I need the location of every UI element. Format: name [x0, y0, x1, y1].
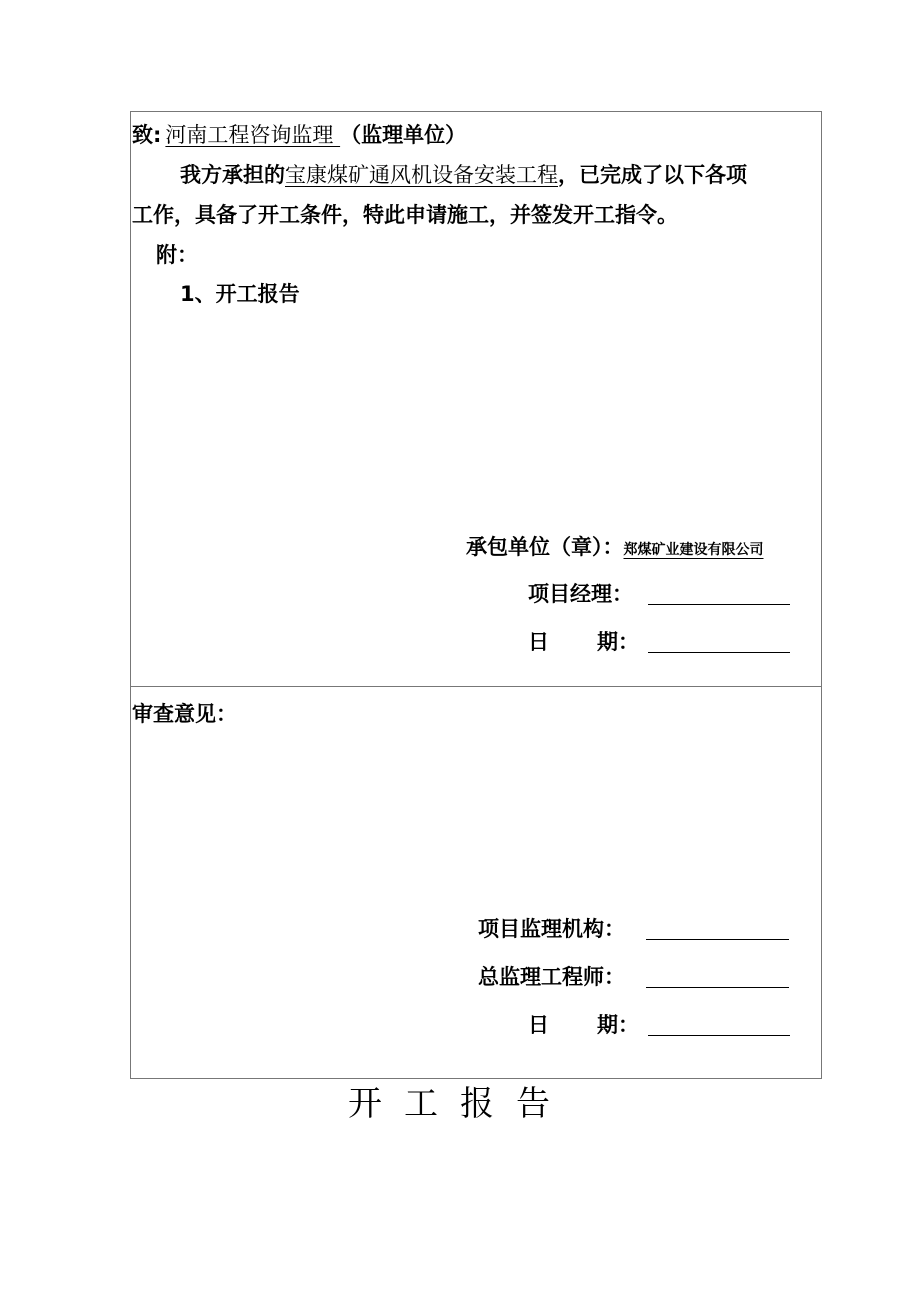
org-signature-field[interactable]	[646, 939, 789, 940]
attachment-label: 附：	[156, 243, 198, 267]
body-line1-rest: ，已完成了以下各项	[558, 163, 747, 187]
review-date-label-first: 日	[528, 1013, 549, 1037]
engineer-label: 总监理工程师：	[478, 965, 625, 989]
page-title: 开工报告	[348, 1084, 572, 1124]
date-label	[528, 627, 639, 657]
application-section	[130, 111, 822, 687]
engineer-signature-field[interactable]	[646, 987, 789, 988]
review-date-label-second: 期：	[597, 1013, 639, 1037]
attachment-item: 1、开工报告	[180, 282, 300, 306]
pm-label: 项目经理：	[528, 582, 633, 606]
to-prefix: 致:	[132, 123, 162, 147]
review-section	[130, 686, 822, 1079]
body-line-1	[180, 160, 747, 190]
review-date-field[interactable]	[648, 1035, 790, 1036]
addressee-line	[132, 120, 466, 150]
supervisor-suffix: （监理单位）	[340, 123, 467, 147]
project-name: 宝康煤矿通风机设备安装工程	[285, 163, 558, 187]
review-heading: 审查意见：	[132, 702, 237, 726]
date-label-second: 期：	[597, 630, 639, 654]
supervisor-name: 河南工程咨询监理	[165, 123, 341, 147]
contractor-name: 郑煤矿业建设有限公司	[623, 542, 764, 558]
contractor-line	[466, 532, 764, 565]
review-date-label	[528, 1010, 639, 1040]
date-field[interactable]	[648, 652, 790, 653]
pm-signature-field[interactable]	[648, 604, 790, 605]
date-label-first: 日	[528, 630, 549, 654]
body-prefix: 我方承担的	[180, 163, 285, 187]
body-line-2: 工作，具备了开工条件，特此申请施工，并签发开工指令。	[132, 203, 678, 227]
org-label: 项目监理机构：	[478, 917, 625, 941]
contractor-label: 承包单位（章）：	[466, 535, 624, 559]
